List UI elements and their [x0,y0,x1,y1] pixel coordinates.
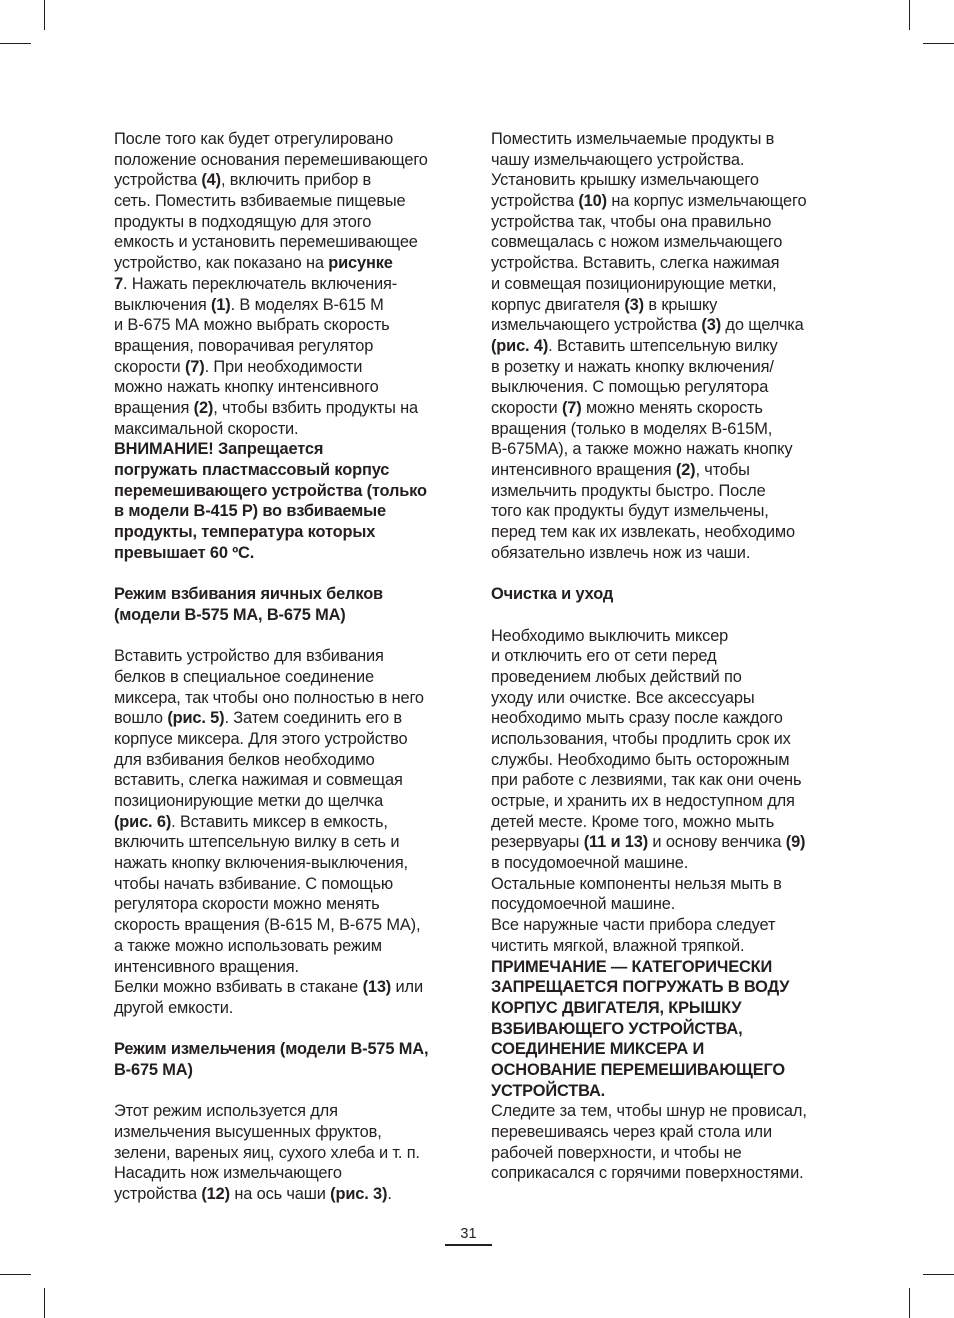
text-line [491,936,836,957]
text-line [114,212,454,233]
text-run: резервуары [491,833,584,852]
text-run: , включить прибор в [220,171,372,190]
text-run: сеть. Поместить взбиваемые пищевые [114,192,406,211]
text-line [114,936,454,957]
bold-text-run: (2) [675,461,696,479]
text-line [114,295,454,316]
text-line [491,295,836,316]
bold-text-run: ЗАПРЕЩАЕТСЯ ПОГРУЖАТЬ В ВОДУ [491,978,790,997]
text-run: регулятора скорости можно менять [114,895,380,914]
text-run: максимальной скорости. [114,419,299,438]
text-run: для взбивания белков необходимо [114,750,375,769]
text-run: Необходимо выключить миксер [491,626,729,645]
text-line [491,1060,836,1081]
text-run: острые, и хранить их в недоступном для [491,792,795,810]
text-run: проведением любых действий по [491,667,742,686]
text-run: устройства. Вставить, слегка нажимая [491,254,780,273]
blank-line [114,563,454,584]
text-line [491,212,836,233]
text-line [491,729,836,750]
text-run: а также можно использовать режим [114,936,382,955]
text-line [491,688,836,709]
text-run: в крышку [643,295,718,314]
bold-text-run: ВЗБИВАЮЩЕГО УСТРОЙСТВА, [491,1019,743,1038]
text-run: Все наружные части прибора следует [491,916,776,935]
text-run: Следите за тем, чтобы шнур не провисал, [491,1102,807,1121]
text-run: включить штепсельную вилку в сеть и [114,833,400,852]
text-run: корпусе миксера. Для этого устройство [114,729,408,748]
text-run: чистить мягкой, влажной тряпкой. [491,936,745,955]
bold-text-run: (рис. 5) [167,709,225,728]
bold-text-run: (11 и 13) [583,833,649,852]
text-line [491,1101,836,1122]
bold-text-run: (1) [210,295,231,314]
text-run: нажать кнопку включения-выключения, [114,854,408,873]
text-line [114,688,454,709]
text-line [491,812,836,833]
text-line [491,1081,836,1102]
text-run: После того как будет отрегулировано [114,130,394,148]
text-run: и В-675 МА можно выбрать скорость [114,316,390,335]
text-line [491,232,836,253]
text-line [491,1122,836,1143]
text-run: корпус двигателя [491,295,625,314]
bold-text-run: ВНИМАНИЕ! Запрещается [114,440,324,459]
text-run: вошло [114,709,168,728]
text-line [491,1163,836,1184]
text-line [114,336,454,357]
text-line [491,915,836,936]
bold-text-run: Очистка и уход [491,585,614,604]
text-line [114,853,454,874]
text-run: устройства [114,1185,202,1204]
bold-text-run: (3) [624,295,644,314]
text-line [114,915,454,936]
text-line [491,129,836,150]
bold-text-run: (7) [184,357,205,376]
text-run: , чтобы взбить продукты на [213,398,419,417]
text-line [114,191,454,212]
text-line [114,1122,454,1143]
text-line [114,729,454,750]
text-line [114,460,454,481]
bold-text-run: (7) [561,398,582,417]
text-run: обязательно извлечь нож из чаши. [491,543,751,562]
text-line [114,129,454,150]
text-run: . Нажать переключатель включения- [122,274,398,293]
text-run: соприкасался с горячими поверхностями. [491,1164,804,1183]
text-line [114,232,454,253]
text-line [491,998,836,1019]
crop-mark [909,1288,910,1318]
text-line [491,853,836,874]
crop-mark [0,1274,31,1275]
bold-text-run: перемешивающего устройства (только [114,481,427,500]
text-run: и совмещая позиционирующие метки, [491,274,777,293]
text-line [114,398,454,419]
text-run: устройства [491,192,579,211]
bold-text-run: КОРПУС ДВИГАТЕЛЯ, КРЫШКУ [491,998,742,1017]
bold-text-run: ПРИМЕЧАНИЕ — КАТЕГОРИЧЕСКИ [491,957,773,976]
text-run: интенсивного вращения. [114,957,299,976]
text-line [114,253,454,274]
crop-mark [0,43,31,44]
text-run: на ось чаши [229,1185,331,1204]
text-line [491,667,836,688]
text-line [114,791,454,812]
text-run: измельчения высушенных фруктов, [114,1123,382,1141]
text-line [491,791,836,812]
text-line [114,419,454,440]
text-line [491,274,836,295]
bold-text-run: (4) [201,171,221,190]
text-run: устройство, как показано на [114,254,329,273]
text-run: совмещалась с ножом измельчающего [491,233,783,252]
right-text-column [491,129,836,1184]
text-line [114,605,454,626]
text-line [491,646,836,667]
text-run: вставить, слегка нажимая и совмещая [114,771,403,790]
bold-text-run: (9) [785,833,806,852]
text-run: другой емкости. [114,998,234,1017]
text-run: того как продукты будут измельчены, [491,502,769,521]
text-run: устройства так, чтобы она правильно [491,212,772,231]
text-line [491,1019,836,1040]
text-run: Белки можно взбивать в стакане [114,978,363,997]
text-line [491,832,836,853]
text-line [114,501,454,522]
text-line [491,357,836,378]
text-line [114,750,454,771]
page-number-underline [445,1244,492,1246]
text-line [114,1060,454,1081]
blank-line [114,1081,454,1102]
bold-text-run: (2) [193,398,214,417]
text-run: скорости [491,398,562,417]
text-run: вращения [114,398,194,417]
text-run: миксера, так чтобы оно полностью в него [114,688,424,707]
crop-mark [44,1288,45,1318]
page-number: 31 [460,1226,477,1242]
text-run: Вставить устройство для взбивания [114,647,384,666]
text-run: продукты в подходящую для этого [114,212,372,231]
text-line [114,377,454,398]
text-run: перед тем как их извлекать, необходимо [491,523,795,542]
text-run: чтобы начать взбивание. С помощью [114,874,394,893]
text-line [114,1101,454,1122]
text-run: выключения. С помощью регулятора [491,378,769,397]
text-line [114,543,454,564]
text-run: использования, чтобы продлить срок их [491,729,791,748]
text-run: выключения [114,295,211,314]
text-run: необходимо мыть сразу после каждого [491,709,783,728]
bold-text-run: (модели В-575 МА, В-675 МА) [114,605,346,624]
text-run: в розетку и нажать кнопку включения/ [491,357,774,376]
text-line [491,957,836,978]
text-line [491,522,836,543]
text-line [491,750,836,771]
text-run: вращения, поворачивая регулятор [114,336,374,355]
text-line [114,812,454,833]
bold-text-run: (12) [201,1185,230,1204]
text-run: уходу или очистке. Все аксессуары [491,688,755,707]
bold-text-run: (рис. 4) [491,336,549,355]
text-line [491,315,836,336]
left-text-column [114,129,454,1205]
text-run: . Затем соединить его в [224,709,402,728]
blank-line [114,626,454,647]
text-line [114,522,454,543]
text-line [491,708,836,729]
bold-text-run: В-675 МА) [114,1060,193,1079]
text-run: чашу измельчающего устройства. [491,150,745,169]
text-line [114,150,454,171]
bold-text-run: рисунке [328,254,393,273]
blank-line [114,1019,454,1040]
text-run: Насадить нож измельчающего [114,1164,342,1183]
text-line [114,1184,454,1205]
text-run: положение основания перемешивающего [114,150,428,169]
text-run: . При необходимости [204,357,363,376]
text-run: зелени, вареных яиц, сухого хлеба и т. п. [114,1143,420,1162]
text-line [491,460,836,481]
text-line [114,439,454,460]
text-run: при работе с лезвиями, так как они очень [491,771,802,790]
blank-line [491,605,836,626]
text-line [491,1039,836,1060]
text-line [114,646,454,667]
text-line [114,977,454,998]
text-line [491,626,836,647]
text-line [114,1143,454,1164]
text-line [114,998,454,1019]
text-line [491,481,836,502]
text-line [491,874,836,895]
text-run: детей месте. Кроме того, можно мыть [491,812,775,831]
text-run: скорость вращения (В-615 М, В-675 МА), [114,916,421,935]
text-line [491,336,836,357]
bold-text-run: (рис. 3) [330,1185,388,1204]
text-run: посудомоечной машине. [491,895,676,914]
text-run: перевешиваясь через край стола или [491,1123,772,1141]
text-line [491,419,836,440]
text-run: позиционирующие метки до щелчка [114,792,384,810]
text-line [491,977,836,998]
crop-mark [923,43,954,44]
crop-mark [44,0,45,30]
text-run: и отключить его от сети перед [491,647,717,666]
text-run: интенсивного вращения [491,461,676,479]
bold-text-run: в модели В-415 Р) во взбиваемые [114,502,386,521]
bold-text-run: (рис. 6) [114,812,172,831]
text-line [114,874,454,895]
bold-text-run: Режим измельчения (модели В-575 МА, [114,1040,429,1059]
bold-text-run: ОСНОВАНИЕ ПЕРЕМЕШИВАЮЩЕГО [491,1060,786,1079]
text-line [114,770,454,791]
text-run: . Вставить миксер в емкость, [171,812,388,831]
text-line [114,667,454,688]
text-line [114,957,454,978]
text-run: , чтобы [695,461,750,479]
crop-mark [923,1274,954,1275]
text-run: до щелчка [721,316,804,335]
bold-text-run: (3) [701,316,722,335]
bold-text-run: 7 [114,274,123,293]
text-line [114,1039,454,1060]
text-run: белков в специальное соединение [114,667,374,686]
text-line [114,708,454,729]
text-line [491,150,836,171]
text-run: емкость и установить перемешивающее [114,233,418,252]
text-run: измельчающего устройства [491,316,702,335]
text-run: вращения (только в моделях В-615М, [491,419,773,438]
text-line [491,1143,836,1164]
bold-text-run: продукты, температура которых [114,523,376,542]
text-line [491,170,836,191]
text-line [114,274,454,295]
text-run: Этот режим используется для [114,1102,338,1121]
bold-text-run: Режим взбивания яичных белков [114,585,383,604]
text-run: Установить крышку измельчающего [491,171,759,190]
text-run: и основу венчика [648,833,786,852]
text-run: скорости [114,357,185,376]
text-line [491,501,836,522]
text-line [114,1163,454,1184]
text-line [114,170,454,191]
text-line [114,357,454,378]
text-line [491,253,836,274]
text-run: . В моделях В-615 М [230,295,384,314]
text-run: Поместить измельчаемые продукты в [491,130,775,148]
text-run: в посудомоечной машине. [491,854,689,873]
text-run: рабочей поверхности, и чтобы не [491,1143,742,1162]
text-line [491,543,836,564]
text-run: Остальные компоненты нельзя мыть в [491,874,782,893]
bold-text-run: превышает 60 ºС. [114,543,255,562]
text-run: устройства [114,171,202,190]
text-run: на корпус измельчающего [606,192,807,211]
bold-text-run: (10) [578,192,607,211]
text-line [491,770,836,791]
bold-text-run: погружать пластмассовый корпус [114,461,390,479]
text-run: можно нажать кнопку интенсивного [114,378,379,397]
bold-text-run: (13) [362,978,392,997]
text-line [491,398,836,419]
text-run: . [387,1185,392,1204]
bold-text-run: УСТРОЙСТВА. [491,1081,606,1100]
text-line [114,584,454,605]
text-line [491,439,836,460]
text-run: В-675МА), а также можно нажать кнопку [491,440,793,459]
text-run: . Вставить штепсельную вилку [548,336,778,355]
text-run: или [391,978,423,997]
text-line [114,481,454,502]
crop-mark [909,0,910,30]
text-run: можно менять скорость [581,398,763,417]
text-line [114,832,454,853]
text-line [491,584,836,605]
text-run: измельчить продукты быстро. После [491,481,766,500]
text-line [491,191,836,212]
text-run: службы. Необходимо быть осторожным [491,750,790,769]
bold-text-run: СОЕДИНЕНИЕ МИКСЕРА И [491,1040,705,1059]
text-line [114,894,454,915]
text-line [491,894,836,915]
text-line [114,315,454,336]
blank-line [491,563,836,584]
text-line [491,377,836,398]
